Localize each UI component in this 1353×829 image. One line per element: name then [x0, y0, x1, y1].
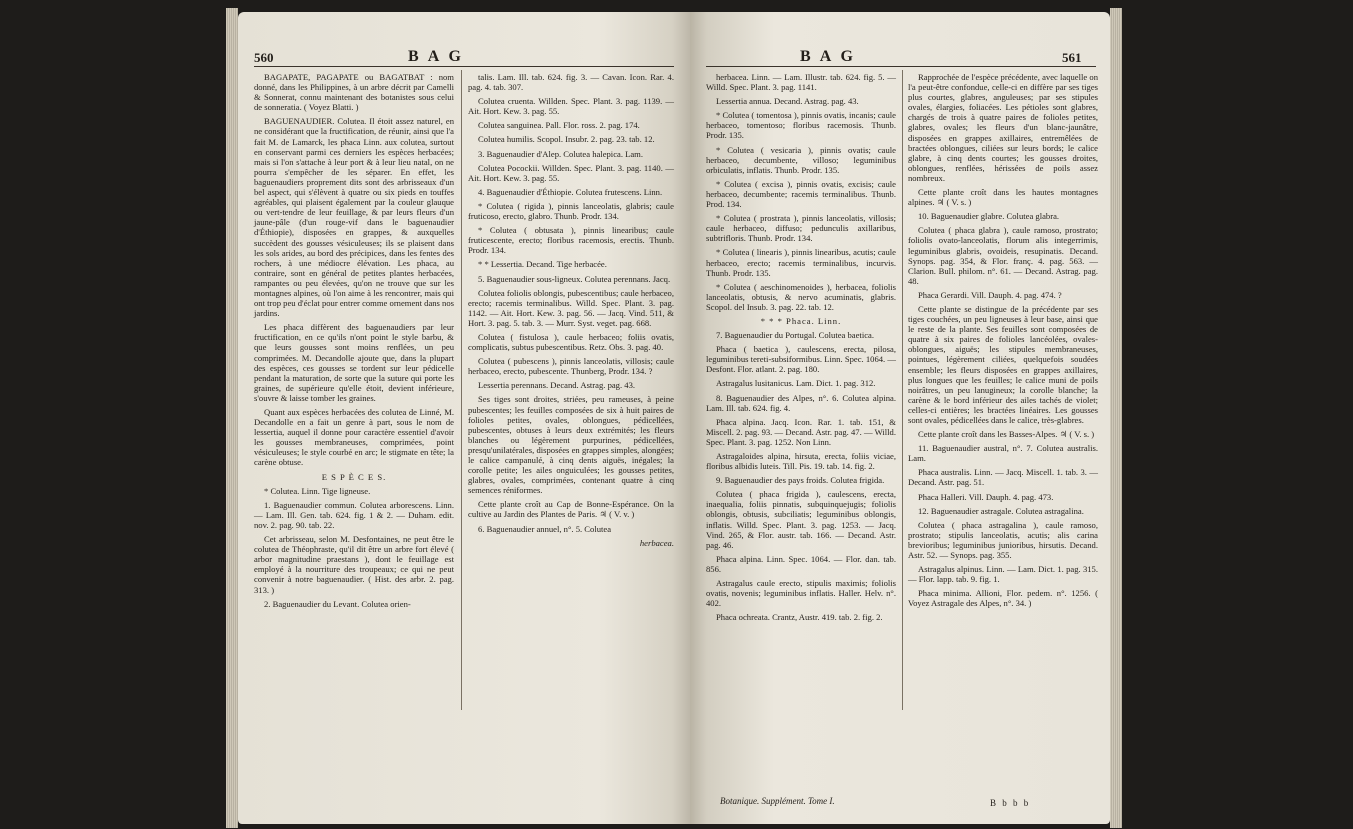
- paragraph: * * Lessertia. Decand. Tige herbacée.: [478, 259, 607, 270]
- paragraph: Cette plante croît au Cap de Bonne-Espérance. On la cultive au Jardin des Plantes de Paris. ♃ ( V. v. ): [468, 499, 674, 520]
- paragraph: 12. Baguenaudier astragale. Colutea astragalina.: [918, 505, 1084, 516]
- paragraph: * Colutea ( excisa ), pinnis ovatis, excisis; caule herbaceo, decumbente; racemis terminalibus. Thunb. Prod. 134.: [706, 178, 896, 210]
- paragraph: Phaca ochreata. Crantz, Austr. 419. tab. 2. fig. 2.: [716, 612, 883, 623]
- left-page: [238, 12, 690, 824]
- page-number-left: 560: [254, 50, 274, 65]
- paragraph: Ses tiges sont droites, striées, peu rameuses, à peine pubescentes; les feuilles composées de six à huit paires de folioles petites, ovales, oblongues, pédicellées, pubescentes, obtuses à leurs deux extrémités; les fleurs blanches ou légèrement purpurines, pédicellées, presqu'unilatérales, disposées en grappes simples, alongées; le calice campanulé, à cinq dents aiguës, inégales; la corolle petite; les ailes onguiculées; les gousses petites, glabres, ovales, comprimées, contenant quatre à cinq semences réniformes.: [468, 394, 674, 496]
- paragraph: Colutea humilis. Scopol. Insubr. 2. pag. 23. tab. 12.: [478, 134, 655, 145]
- paragraph: Colutea cruenta. Willden. Spec. Plant. 3. pag. 1139. — Ait. Hort. Kew. 3. pag. 55.: [468, 96, 674, 117]
- paragraph: 8. Baguenaudier des Alpes, n°. 6. Colutea alpina. Lam. Ill. tab. 624. fig. 4.: [706, 392, 896, 413]
- paragraph: BAGAPATE, PAGAPATE ou BAGATBAT : nom donné, dans les Philippines, à un arbre décrit par Camelli & Sonnerat, connu maintenant des botanistes sous celui de sonneratia. ( Voyez Blatti. ): [254, 72, 454, 113]
- paragraph: Rapprochée de l'espèce précédente, avec laquelle on l'a peut-être confondue, celle-ci en diffère par ses tiges plus courtes, glabres, anguleuses; par ses stipules ovales, élargies, foliacées. Les pétioles sont glabres, chargés de trois à quatre paires de folioles petites, glabres, ovales; les fleurs d'un blanc-jaunâtre, disposées en grappes axillaires, entremêlées de bractées oblongues, ciliées sur leurs bords; le calice glabre, à cinq dents courtes; les gousses droites, oblongues, renflées, hérissées de poils assez nombreux.: [908, 72, 1098, 183]
- paragraph: BAGUENAUDIER. Colutea. Il étoit assez naturel, en ne considérant que la fructification, de réunir, ainsi que l'a fait M. de Lamarck, les phaca Linn. aux colutea, surtout en conservant parmi ces derniers les espèces herbacées; mais si l'on s'attache à leur port & à leur lieu natal, on ne pourra s'empêcher de les séparer. En effet, les baguenaudiers proprement dits sont des arbrisseaux d'un bel aspect, qui s'élèvent à quatre ou six pieds en touffes agréables, qui plaisent également par la couleur glauque ou vert-tendre de leur feuillage, & par leurs fleurs d'un jaune-pâle (d'un rouge-vif dans le baguenaudier d'Éthiopie), disposées en grappes, & auxquelles succèdent des gousses vésiculeuses; ils se plaisent dans les sols arides, au bord des précipices, dans les fentes des rochers, à une médiocre élévation. Les phaca, au contraire, sont en général de petites plantes herbacées, rampantes ou peu élevées, qu'on ne trouve que sur les montagnes alpines, où l'on aime à les rencontrer, mais qui ont trop peu d'éclat pour entrer comme ornement dans nos jardins.: [254, 116, 454, 319]
- paragraph: 5. Baguenaudier sous-ligneux. Colutea perennans. Jacq.: [478, 273, 671, 284]
- paragraph: 10. Baguenaudier glabre. Colutea glabra.: [918, 211, 1060, 222]
- paragraph: * Colutea ( vesicaria ), pinnis ovatis; caule herbaceo, decumbente, villoso; leguminibus orbiculatis, inflatis. Thunb. Prodr. 135.: [706, 144, 896, 175]
- paragraph: Cet arbrisseau, selon M. Desfontaines, ne peut être le colutea de Théophraste, qu'il dit être un arbre fort élevé ( arbor magnitudine praestans ), dont le feuillage est employé à la nourriture des troupeaux; ce qui ne peut convenir à notre baguenaudier. ( Hist. des arbr. 2. pag. 313. ): [254, 534, 454, 595]
- paragraph: E S P È C E S.: [321, 471, 387, 482]
- paragraph: Colutea ( fistulosa ), caule herbaceo; foliis ovatis, complicatis, subtus pubescentibus. Retz. Obs. 3. pag. 40.: [468, 331, 674, 353]
- paragraph: 6. Baguenaudier annuel, n°. 5. Colutea: [478, 523, 612, 534]
- paragraph: Quant aux espèces herbacées des colutea de Linné, M. Decandolle en a fait un genre à part, sous le nom de lessertia, auquel il donne pour caractère essentiel d'avoir les gousses membraneuses, comprimées, point vésiculeuses; le style courbé en arc; le stigmate en tête; la carène obtuse.: [254, 407, 454, 468]
- running-head-right: B A G: [800, 48, 856, 65]
- paragraph: Phaca australis. Linn. — Jacq. Miscell. 1. tab. 3. — Decand. Astr. pag. 51.: [908, 467, 1098, 488]
- paragraph: * Colutea ( linearis ), pinnis linearibus, acutis; caule herbaceo, erecto; racemis terminalibus, incurvis. Thunb. Prodr. 135.: [706, 247, 896, 278]
- paragraph: * Colutea ( prostrata ), pinnis lanceolatis, villosis; caule herbaceo, diffuso; pedunculis axillaribus, subtrifloris. Thunb. Prodr. 134.: [706, 213, 896, 244]
- paragraph: 1. Baguenaudier commun. Colutea arborescens. Linn. — Lam. Ill. Gen. tab. 624. fig. 1 & 2. — Duham. edit. nov. 2. pag. 90. tab. 22.: [254, 499, 454, 530]
- paragraph: 3. Baguenaudier d'Alep. Colutea halepica. Lam.: [478, 148, 644, 159]
- signature-mark: B b b b: [990, 798, 1031, 808]
- paragraph: Astragalus lusitanicus. Lam. Dict. 1. pag. 312.: [716, 378, 876, 389]
- paragraph: Cette plante se distingue de la précédente par ses tiges couchées, un peu ligneuses à leur base, ainsi que le reste de la plante. Ses feuilles sont composées de quatre à six paires de folioles lancéolées, ovales-oblongues, aiguës; les stipules membraneuses, pointues, légèrement ciliées, quelquefois soudées ensemble; les fleurs disposées en grappes axillaires, plus longues que les feuilles; le calice muni de poils noirâtres, un peu lanugineux; la corolle blanche; la carène & le bord inférieur des ailes tachés de violet; celles-ci entières; les bractées linéaires. Les gousses sont ovales, pédicellées dans le calice, très-glabres.: [908, 303, 1098, 425]
- paragraph: Phaca minima. Allioni, Flor. pedem. n°. 1256. ( Voyez Astragale des Alpes, n°. 34. ): [908, 588, 1098, 609]
- page-number-right: 561: [1062, 50, 1082, 65]
- paragraph: Phaca alpina. Jacq. Icon. Rar. 1. tab. 151, & Miscell. 2. pag. 93. — Decand. Astr. pag. 47. — Willd. Spec. Plant. 3. pag. 1252. Non Linn.: [706, 416, 896, 447]
- paragraph: talis. Lam. Ill. tab. 624. fig. 3. — Cavan. Icon. Rar. 4. pag. 4. tab. 307.: [468, 72, 674, 93]
- page-footer: Botanique. Supplément. Tome I.: [720, 796, 835, 806]
- left-column-1: [254, 72, 454, 613]
- right-column-2: [908, 72, 1098, 613]
- paragraph: * Colutea ( tomentosa ), pinnis ovatis, incanis; caule herbaceo, tomentoso; floribus racemosis. Thunb. Prodr. 135.: [706, 110, 896, 141]
- paragraph: Phaca ( baetica ), caulescens, erecta, pilosa, leguminibus tereti-subsiformibus. Linn. Spec. 1064. — Desfont. Flor. atlant. 2. pag. 180.: [706, 344, 896, 375]
- paragraph: 4. Baguenaudier d'Éthiopie. Colutea frutescens. Linn.: [478, 186, 663, 197]
- paragraph: Les phaca diffèrent des baguenaudiers par leur fructification, en ce qu'ils n'ont point le style barbu, & que leurs gousses sont moins renflées, un peu comprimées. M. Decandolle ajoute que, dans la plupart des espèces, ces gousses se tordent sur leur pédicelle pendant la maturation, de sorte que la suture qui porte les graines, de supérieure qu'elle étoit, devient inférieure, s'ouvre & laisse tomber les graines.: [254, 322, 454, 403]
- paragraph: Colutea ( phaca frigida ), caulescens, erecta, inaequalia, foliis pinnatis, subquinquejugis; foliolis oblongis, obtusis, subciliatis; leguminibus oblongis, inflatis. Willd. Spec. Plant. 3. pag. 1253. — Jacq. Vind. 265, & Flor. austr. tab. 166. — Decand. Astr. pag. 46.: [706, 489, 896, 550]
- paragraph: Colutea ( phaca astragalina ), caule ramoso, prostrato; stipulis lanceolatis, acutis; alis carina brevioribus; leguminibus junioribus, hirsutis. Decand. Astr. 52. — Synops. pag. 355.: [908, 519, 1098, 561]
- paragraph: Cette plante croît dans les hautes montagnes alpines. ♃ ( V. s. ): [908, 187, 1098, 208]
- paragraph: 7. Baguenaudier du Portugal. Colutea baetica.: [716, 330, 874, 341]
- paragraph: Lessertia perennans. Decand. Astrag. pag. 43.: [478, 380, 636, 391]
- paragraph: Colutea ( phaca glabra ), caule ramoso, prostrato; foliolis ovato-lanceolatis, florum alis integerrimis, leguminibus glabris, ovoideis, resupinatis. Decand. Synops. pag. 354, & Flor. franç. 4. pag. 563. — Clarion. Bull. philom. n°. 61. — Decand. Astrag. pag. 48.: [908, 225, 1098, 286]
- paragraph: * Colutea ( obtusata ), pinnis linearibus; caule fruticescente, erecto; floribus racemosis, erectis. Thunb. Prodr. 134.: [468, 225, 674, 256]
- paragraph: Cette plante croît dans les Basses-Alpes. ♃ ( V. s. ): [918, 429, 1095, 440]
- right-page: [690, 12, 1110, 824]
- paragraph: herbacea. Linn. — Lam. Illustr. tab. 624. fig. 5. — Willd. Spec. Plant. 3. pag. 1141.: [706, 72, 896, 93]
- column-separator-right: [902, 70, 903, 710]
- header-rule-left: [254, 66, 674, 67]
- paragraph: Astragalus caule erecto, stipulis maximis; foliolis ovatis, novenis; leguminibus inflatis. Haller. Helv. n°. 402.: [706, 578, 896, 609]
- paragraph: * * * Phaca. Linn.: [760, 315, 842, 326]
- paragraph: Astragalus alpinus. Linn. — Lam. Dict. 1. pag. 315. — Flor. lapp. tab. 9. fig. 1.: [908, 564, 1098, 585]
- paragraph: Phaca Halleri. Vill. Dauph. 4. pag. 473.: [918, 491, 1054, 502]
- paragraph: Astragaloides alpina, hirsuta, erecta, foliis viciae, floribus albidis luteis. Till. Pis. 19. tab. 14. fig. 2.: [706, 451, 896, 472]
- paragraph: 11. Baguenaudier austral, n°. 7. Colutea australis. Lam.: [908, 443, 1098, 464]
- paragraph: 2. Baguenaudier du Levant. Colutea orien-: [264, 598, 411, 609]
- page-edges-right: [1110, 8, 1122, 828]
- paragraph: * Colutea. Linn. Tige ligneuse.: [264, 485, 371, 496]
- paragraph: Colutea sanguinea. Pall. Flor. ross. 2. pag. 174.: [478, 120, 640, 131]
- page-edges-left: [226, 8, 238, 828]
- paragraph: Phaca alpina. Linn. Spec. 1064. — Flor. dan. tab. 856.: [706, 553, 896, 574]
- paragraph: Colutea Pocockii. Willden. Spec. Plant. 3. pag. 1140. — Ait. Hort. Kew. 3. pag. 55.: [468, 162, 674, 183]
- paragraph: * Colutea ( aeschinomenoides ), herbacea, foliolis lanceolatis, obtusis, & nervo acuminatis, glabris. Scopol. del Insub. 3. pag. 22. tab. 12.: [706, 281, 896, 312]
- paragraph: Colutea foliolis oblongis, pubescentibus; caule herbaceo, erecto; racemis terminalibus. Willd. Spec. Plant. 3. pag. 1142. — Ait. Hort. Kew. 3. pag. 56. — Jacq. Vind. 511, & Hort. 3. pag. 5. tab. 3. — Murr. Syst. veget. pag. 668.: [468, 287, 674, 328]
- paragraph: 9. Baguenaudier des pays froids. Colutea frigida.: [716, 475, 885, 486]
- column-separator-left: [461, 70, 462, 710]
- header-rule-right: [706, 66, 1096, 67]
- paragraph: * Colutea ( rigida ), pinnis lanceolatis, glabris; caule fruticoso, erecto, glabro. Thunb. Prodr. 134.: [468, 200, 674, 222]
- catchword: herbacea.: [639, 537, 674, 548]
- left-column-2: [468, 72, 674, 548]
- paragraph: Phaca Gerardi. Vill. Dauph. 4. pag. 474. ?: [918, 289, 1062, 300]
- running-head-left: B A G: [408, 48, 464, 65]
- paragraph: Lessertia annua. Decand. Astrag. pag. 43.: [716, 96, 859, 107]
- right-column-1: [706, 72, 896, 626]
- paragraph: Colutea ( pubescens ), pinnis lanceolatis, villosis; caule herbaceo, erecto, pubescente. Thunberg, Prodr. 134. ?: [468, 356, 674, 377]
